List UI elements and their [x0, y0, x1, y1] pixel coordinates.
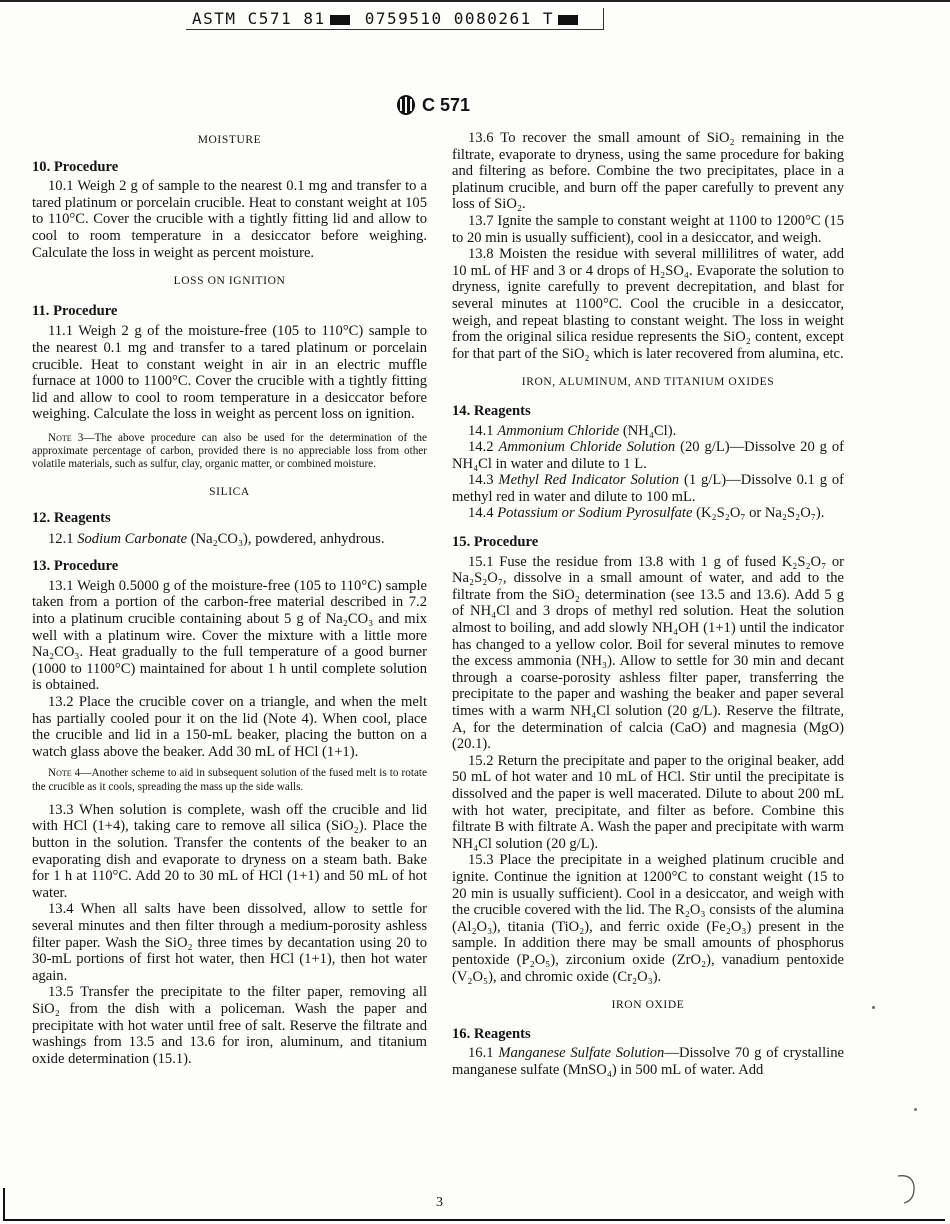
para-13-6: 13.6 To recover the small amount of SiO₂ remaining in the filtrate, evaporate to dryness, using the same procedure for baking and filtering as before. Combine the two precipitates, place in a platinum crucible, and burn off the paper carefully to prevent any loss of SiO₂. [452, 130, 844, 213]
reagent-14-1-text: (NH₄Cl). [622, 422, 677, 439]
reagent-12-1-text: (Na₂CO₃), powdered, anhydrous. [190, 530, 385, 547]
section-title-moisture: MOISTURE [197, 134, 262, 146]
reagent-14-1-number: 14.1 [468, 422, 494, 439]
speck-mark [872, 1006, 875, 1009]
reagent-16-1-text: —Dissolve 70 g of crystalline manganese sulfate (MnSO₄) in 500 mL of water. Add [452, 1045, 844, 1078]
para-14-3 [452, 472, 844, 505]
astm-logo-icon [396, 94, 416, 116]
para-15-2: 15.2 Return the precipitate and paper to the original beaker, add 50 mL of hot water and 10 mL of HCl. Stir until the precipitate is dissolved and the paper is well macerated. Dilute to about 200 mL with hot water, precipitate, and filter as before. Combine this filtrate B with filtrate A. Wash the paper and precipitate with warm NH₄Cl solution (20 g/L). [452, 752, 844, 852]
header-right: 0759510 0080261 T [364, 9, 554, 28]
para-13-5: 13.5 Transfer the precipitate to the filter paper, removing all SiO₂ from the dish with a policeman. Wash the paper and precipitate with hot water until free of salt. Reserve the filtrate and washings from 13.5 and 13.6 for iron, aluminum, and titanium oxide determination (15.1). [32, 984, 427, 1067]
hole-punch-mark-icon [892, 1172, 916, 1206]
para-13-4: 13.4 When all salts have been dissolved, allow to settle for several minutes and then filter through a medium-porosity ashless filter paper. Wash the SiO₂ three times by decantation using 20 to 30-mL portions of first hot water, then HCl (1+1), then hot water again. [32, 901, 427, 984]
reagent-14-2-number: 14.2 [468, 439, 494, 456]
heading-12: 12. Reagents [32, 510, 111, 527]
reagent-14-2-text: (20 g/L)—Dissolve 20 g of NH₄Cl in water and dilute to 1 L. [452, 439, 844, 472]
header-left: ASTM C571 81 [192, 9, 326, 28]
para-14-2 [452, 439, 844, 472]
bottom-rule [3, 1219, 945, 1221]
left-column [32, 130, 427, 1067]
note-4-text: —Another scheme to aid in subsequent solution of the fused melt is to rotate the crucible as it cools, spreading the mass up the side walls. [32, 767, 427, 793]
para-14-1 [452, 423, 844, 440]
speck-mark [914, 1108, 917, 1111]
heading-10: 10. Procedure [32, 158, 119, 175]
reagent-14-3-number: 14.3 [468, 472, 494, 489]
note-3 [32, 432, 427, 472]
note-3-label: Note 3 [48, 431, 84, 444]
running-header [186, 8, 604, 30]
reagent-16-1-number: 16.1 [468, 1045, 494, 1062]
para-13-2: 13.2 Place the crucible cover on a triangle, and when the melt has partially cooled pour it on the lid (Note 4). When cool, place the crucible and lid in a 150-mL beaker, placing the button on a watch glass above the beaker. Add 30 mL of HCl (1+1). [32, 694, 427, 760]
left-margin-rule [3, 1188, 5, 1220]
para-10-1: 10.1 Weigh 2 g of sample to the nearest 0.1 mg and transfer to a tared platinum or porcelain crucible. Heat to constant weight at 105 to 110°C. Cover the crucible with a tightly fitting lid and allow to cool to room temperature in a desiccator before weighing. Calculate the loss in weight as percent moisture. [32, 178, 427, 261]
reagent-14-3-name: Methyl Red Indicator Solution [498, 472, 680, 489]
para-12-1 [32, 531, 427, 548]
note-3-text: —The above procedure can also be used for the determination of the approximate percentage of carbon, provided there is no appreciable loss from other volatile materials, such as sulfur, clay, organic matter, or combined moisture. [32, 431, 427, 471]
section-title-iron-oxide: IRON OXIDE [611, 999, 685, 1012]
page-number: 3 [436, 1195, 443, 1210]
reagent-12-1-number: 12.1 [48, 530, 74, 547]
reagent-14-4-number: 14.4 [468, 505, 494, 522]
reagent-16-1-name: Manganese Sulfate Solution [498, 1045, 665, 1062]
reagent-14-2-name: Ammonium Chloride Solution [498, 439, 676, 456]
reagent-14-3-text: (1 g/L)—Dissolve 0.1 g of methyl red in water and dilute to 100 mL. [452, 472, 844, 505]
para-13-3: 13.3 When solution is complete, wash off the crucible and lid with HCl (1+4), taking care to remove all silica (SiO₂). Place the button in the solution. Transfer the contents of the beaker to an evaporating dish and evaporate to dryness on a steam bath. Bake for 1 h at 110°C. Add 20 to 30 mL of HCl (1+1) and 50 mL of hot water. [32, 801, 427, 901]
para-13-1: 13.1 Weigh 0.5000 g of the moisture-free (105 to 110°C) sample taken from a portion of the carbon-free material described in 7.2 into a platinum crucible containing about 5 g of Na₂CO₃ and mix well with a platinum wire. Cover the mixture with a little more Na₂CO₃. Heat gradually to the full temperature of a good burner (1000 to 1100°C) maintained for about 1 h until complete solution is obtained. [32, 577, 427, 694]
astm-designation [396, 92, 470, 118]
para-15-1: 15.1 Fuse the residue from 13.8 with 1 g of fused K₂S₂O₇ or Na₂S₂O₇, dissolve in a small amount of water, and add to the filtrate from the SiO₂ determination (see 13.5 and 13.6). Add 5 g of NH₄Cl and 3 drops of methyl red solution. Heat the solution almost to boiling, and add slowly NH₄OH (1+1) until the indicator has changed to a yellow color. Boil for several minutes to remove the excess ammonia (NH₃). Allow to settle for 30 min and decant through a coarse-porosity ashless filter paper, transferring the precipitate to the paper and washing the beaker and paper several times with a warm NH₄Cl solution (20 g/L). Reserve the filtrate, A, for the determination of calcia (CaO) and magnesia (MgO) (20.1). [452, 553, 844, 753]
reagent-12-1-name: Sodium Carbonate [77, 530, 188, 547]
para-16-1 [452, 1045, 844, 1078]
reagent-14-4-name: Potassium or Sodium Pyrosulfate [497, 505, 693, 522]
section-title-loi: LOSS ON IGNITION [173, 275, 286, 288]
section-title-iat: IRON, ALUMINUM, AND TITANIUM OXIDES [521, 376, 775, 389]
reagent-14-4-text: (K₂S₂O₇ or Na₂S₂O₇). [696, 505, 825, 522]
heading-13: 13. Procedure [32, 558, 119, 575]
note-4-label: Note 4 [48, 767, 81, 780]
right-column [452, 130, 844, 1078]
note-4 [32, 767, 427, 793]
redaction-block [558, 15, 578, 25]
para-11-1: 11.1 Weigh 2 g of the moisture-free (105 to 110°C) sample to the nearest 0.1 mg and transfer to a tared platinum or porcelain crucible. Heat to constant weight in air in an electric muffle furnace at 1000 to 1100°C. Cover the crucible with a tightly fitting lid and allow to cool to room temperature in a desiccator before weighing. Calculate the loss in weight as percent loss on ignition. [32, 323, 427, 423]
heading-16: 16. Reagents [452, 1025, 531, 1042]
heading-14: 14. Reagents [452, 402, 531, 419]
section-title-silica: SILICA [209, 485, 250, 498]
para-14-4 [452, 505, 844, 522]
heading-11: 11. Procedure [32, 302, 118, 319]
para-15-3: 15.3 Place the precipitate in a weighed platinum crucible and ignite. Continue the ignition at 1200°C to constant weight (15 to 20 min is usually sufficient). Cool in a desiccator, and weigh with the crucible covered with the lid. The R₂O₃ consists of the alumina (Al₂O₃), titania (TiO₂), and ferric oxide (Fe₂O₃) present in the sample. In addition there may be small amounts of phosphorus pentoxide (P₂O₅), zirconium oxide (ZrO₂), vanadium pentoxide (V₂O₅), and chromic oxide (Cr₂O₃). [452, 852, 844, 985]
designation-number: C 571 [422, 94, 471, 115]
para-13-8: 13.8 Moisten the residue with several millilitres of water, add 10 mL of HF and 3 or 4 drops of H₂SO₄. Evaporate the solution to dryness, ignite carefully to prevent decrepitation, and blast for several minutes at 1100°C. Cool the crucible in a desiccator, weigh, and repeat blasting to constant weight. The loss in weight from the original silica residue represents the SiO₂ content, except for that part of the SiO₂ which is later recovered from alumina, etc. [452, 246, 844, 362]
redaction-block [330, 15, 350, 25]
para-13-7: 13.7 Ignite the sample to constant weight at 1100 to 1200°C (15 to 20 min is usually sufficient), cool in a desiccator, and weigh. [452, 212, 844, 246]
reagent-14-1-name: Ammonium Chloride [497, 422, 620, 439]
heading-15: 15. Procedure [452, 534, 539, 551]
top-rule [0, 0, 950, 2]
